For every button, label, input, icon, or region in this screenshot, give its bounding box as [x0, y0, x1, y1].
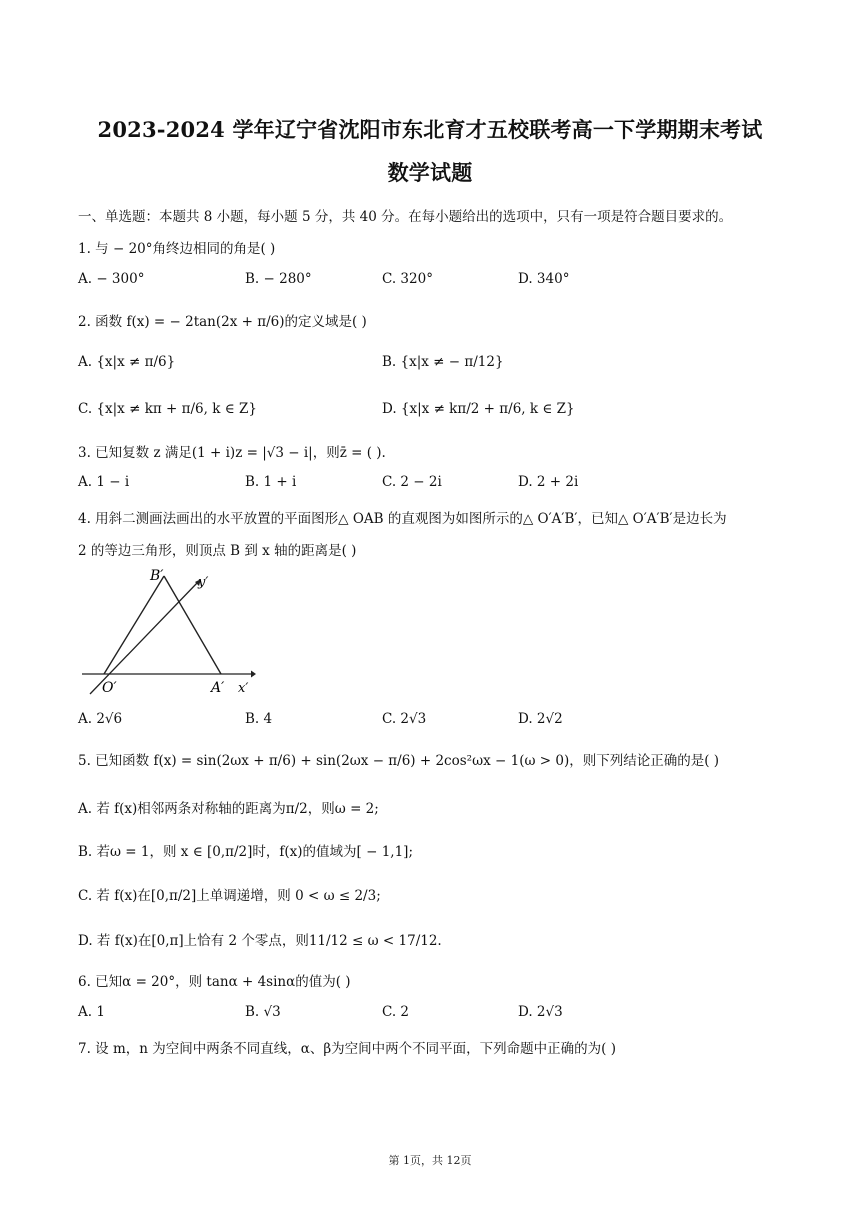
q4-option-a: A. 2√6 [78, 711, 123, 727]
label-a-prime: A′ [211, 680, 225, 696]
q1-option-b: B. − 280° [245, 271, 312, 287]
q2-option-b: B. {x|x ≠ − π/12} [382, 354, 504, 370]
q3-option-b: B. 1 + i [245, 474, 297, 490]
q2-option-c: C. {x|x ≠ kπ + π/6, k ∈ Z} [78, 401, 257, 417]
q5-option-b: B. 若ω = 1，则 x ∈ [0,π/2]时，f(x)的值域为[ − 1,1]; [78, 844, 413, 860]
exam-subtitle: 数学试题 [387, 160, 473, 185]
exam-title: 2023-2024 学年辽宁省沈阳市东北育才五校联考高一下学期期末考试 [97, 117, 763, 142]
q4-option-b: B. 4 [245, 711, 273, 727]
question-2-stem: 2. 函数 f(x) = − 2tan(2x + π/6)的定义域是( ) [78, 314, 367, 330]
triangle-side-ba [164, 576, 221, 674]
q5-option-a: A. 若 f(x)相邻两条对称轴的距离为π/2，则ω = 2; [78, 801, 379, 817]
q5-option-d: D. 若 f(x)在[0,π]上恰有 2 个零点，则11/12 ≤ ω < 17/12. [78, 933, 442, 949]
q1-option-a: A. − 300° [78, 271, 145, 287]
q6-option-b: B. √3 [245, 1004, 281, 1020]
q2-option-d: D. {x|x ≠ kπ/2 + π/6, k ∈ Z} [382, 401, 575, 417]
y-axis-line [90, 582, 198, 694]
label-b-prime: B′ [150, 568, 164, 584]
page-footer: 第 1页，共 12页 [388, 1154, 472, 1167]
question-5-stem: 5. 已知函数 f(x) = sin(2ωx + π/6) + sin(2ωx − π/6) + 2cos²ωx − 1(ω > 0)，则下列结论正确的是( ) [78, 753, 720, 769]
q4-option-d: D. 2√2 [518, 711, 563, 727]
q6-option-d: D. 2√3 [518, 1004, 563, 1020]
question-4-stem-line2: 2 的等边三角形，则顶点 B 到 x 轴的距离是( ) [78, 543, 357, 559]
q3-option-c: C. 2 − 2i [382, 474, 442, 490]
q3-option-d: D. 2 + 2i [518, 474, 579, 490]
question-4-stem-line1: 4. 用斜二测画法画出的水平放置的平面图形△ OAB 的直观图为如图所示的△ O′A′B′，已知△ O′A′B′是边长为 [78, 511, 727, 527]
q3-option-a: A. 1 − i [78, 474, 130, 490]
label-o-prime: O′ [102, 680, 117, 696]
q1-option-c: C. 320° [382, 271, 433, 287]
oblique-triangle-figure [78, 560, 258, 700]
q5-option-c: C. 若 f(x)在[0,π/2]上单调递增，则 0 < ω ≤ 2/3; [78, 888, 381, 904]
x-axis-arrowhead [251, 671, 256, 678]
q1-option-d: D. 340° [518, 271, 570, 287]
q6-option-a: A. 1 [78, 1004, 105, 1020]
section-heading: 一、单选题：本题共 8 小题，每小题 5 分，共 40 分。在每小题给出的选项中，只有一项是符合题目要求的。 [78, 209, 733, 225]
question-3-stem: 3. 已知复数 z 满足(1 + i)z = |√3 − i|，则z̄ = ( ). [78, 445, 386, 461]
question-6-stem: 6. 已知α = 20°，则 tanα + 4sinα的值为( ) [78, 974, 351, 990]
q2-option-a: A. {x|x ≠ π/6} [78, 354, 176, 370]
question-7-stem: 7. 设 m，n 为空间中两条不同直线，α、β为空间中两个不同平面，下列命题中正确的为( ) [78, 1041, 616, 1057]
q4-option-c: C. 2√3 [382, 711, 427, 727]
triangle-side-ob [104, 576, 164, 674]
question-1-stem: 1. 与 − 20°角终边相同的角是( ) [78, 241, 276, 257]
q6-option-c: C. 2 [382, 1004, 410, 1020]
label-x-prime: x′ [238, 681, 249, 696]
label-y-prime: y′ [198, 575, 209, 590]
